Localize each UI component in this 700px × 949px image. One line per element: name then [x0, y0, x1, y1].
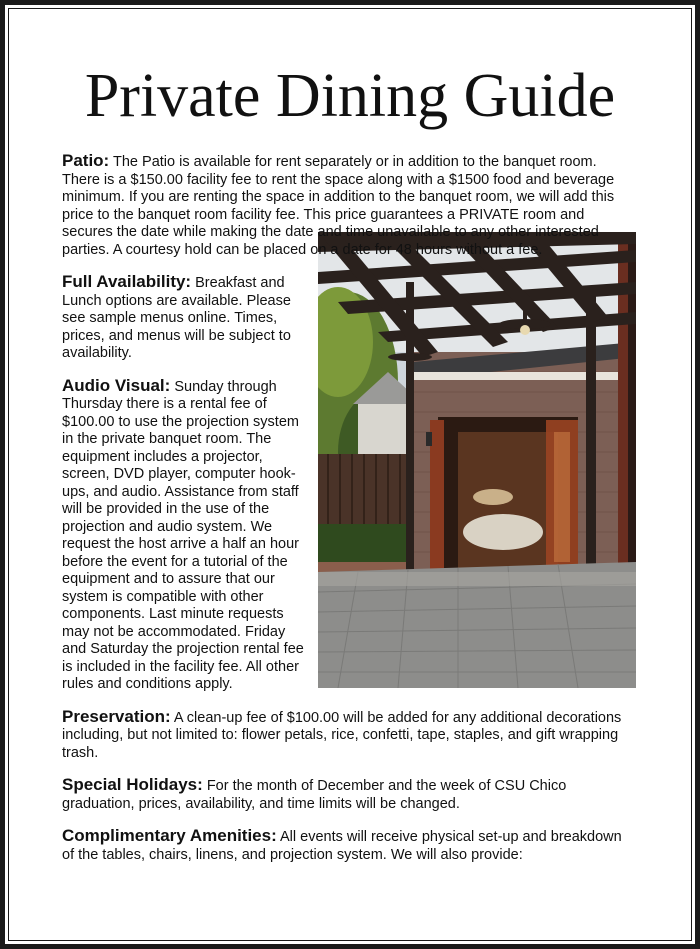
section-heading: Special Holidays: — [62, 775, 203, 794]
section-text: A clean-up fee of $100.00 will be added for any additional decorations including, but not limited to: flower petals, rice, confetti, tape, staples, and gift wrapping trash. — [62, 709, 622, 761]
section-heading: Complimentary Amenities: — [62, 826, 277, 845]
section-heading: Preservation: — [62, 706, 171, 726]
section-text: All events will receive physical set-up and breakdown of the tables, chairs, linens, and projection system. We will also provide: — [62, 829, 622, 863]
patio-photo — [318, 232, 636, 688]
section-special-holidays — [62, 776, 636, 813]
section-heading: Full Availability: — [62, 272, 192, 291]
guide-body — [62, 152, 636, 878]
section-preservation — [62, 708, 636, 763]
page-title: Private Dining Guide — [84, 62, 616, 130]
section-text: Sunday through Thursday there is a rental fee of $100.00 to use the projection system in the private banquet room. The equipment includes a projector, screen, DVD player, computer hook-ups, and audio. Assistance from staff will be provided in the use of the projection and audio system. We request the host arrive a half an hour before the event for a tutorial of the equipment and to assure that our system is compatible with other components. Last minute requests may not be accommodated. Friday and Saturday the projection rental fee is included in the facility fee. All other rules and conditions apply. — [62, 378, 304, 692]
section-complimentary-amenities — [62, 827, 636, 864]
section-text: For the month of December and the week of CSU Chico graduation, prices, availability, and time limits will be changed. — [62, 778, 567, 812]
section-text: Breakfast and Lunch options are available. Please see sample menus online. Times, prices, and menus will be subject to availability. — [62, 275, 291, 361]
section-text: The Patio is available for rent separately or in addition to the banquet room. There is a $150.00 facility fee to rent the space along with a $1500 food and beverage minimum. If you are renting the space in addition to the banquet room, we will add this price to the banquet room facility fee. This price guarantees a PRIVATE room and secures the date while making the date and time unavailable to any other interested parties. A courtesy hold can be placed on a date for 48 hours without a fee. — [62, 154, 615, 258]
section-heading: Patio: — [62, 151, 110, 170]
section-heading: Audio Visual: — [62, 375, 171, 395]
